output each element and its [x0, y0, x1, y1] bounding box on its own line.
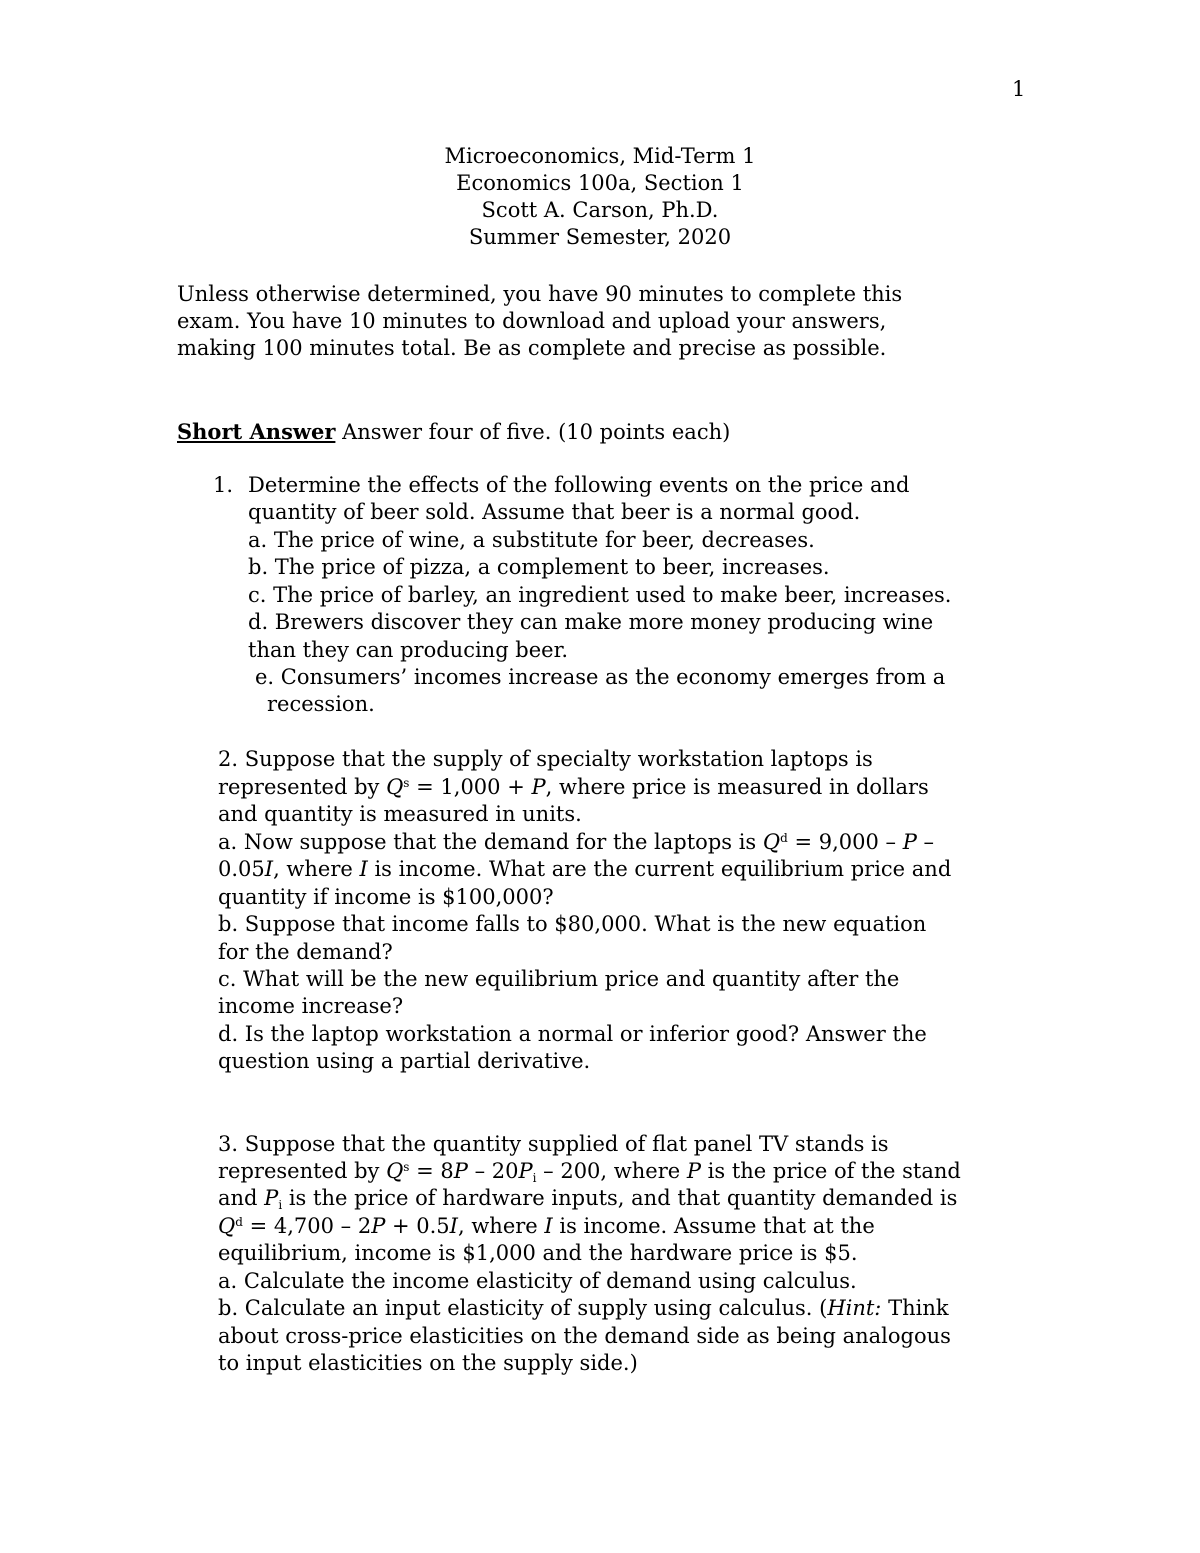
q1-part-d-cont: than they can producing beer.	[248, 638, 569, 662]
q1-part-e: e. Consumers’ incomes increase as the economy emerges from a	[255, 665, 946, 689]
page-number: 1	[1012, 77, 1026, 101]
q3-line: equilibrium, income is $1,000 and the hardware price is $5.	[218, 1241, 858, 1265]
q1-part-c: c. The price of barley, an ingredient used to make beer, increases.	[248, 583, 952, 607]
q1-line: Determine the effects of the following events on the price and	[248, 473, 910, 497]
q2-line: 2. Suppose that the supply of specialty workstation laptops is	[218, 747, 873, 771]
q3-part-b-cont: to input elasticities on the supply side.)	[218, 1351, 638, 1375]
q2-part-a: a. Now suppose that the demand for the laptops is $Q^d = 9,000 - P$ –	[218, 830, 935, 854]
q2-part-b: b. Suppose that income falls to $80,000. What is the new equation	[218, 912, 927, 936]
q2-part-d: d. Is the laptop workstation a normal or inferior good? Answer the	[218, 1022, 927, 1046]
q2-part-a-cont: 0.05I, where I is income. What are the current equilibrium price and	[218, 857, 952, 881]
q1-part-b: b. The price of pizza, a complement to beer, increases.	[248, 555, 830, 579]
q2-part-c: c. What will be the new equilibrium price and quantity after the	[218, 967, 900, 991]
section-heading	[177, 418, 730, 446]
q3-line: $Q^d = 4,700 - 2P + 0.5I$, where I is income. Assume that at the	[218, 1214, 875, 1238]
q3-part-b: b. Calculate an input elasticity of supply using calculus. (Hint: Think	[218, 1296, 949, 1320]
q1-line: quantity of beer sold. Assume that beer is a normal good.	[248, 500, 861, 524]
q2-part-d-cont: question using a partial derivative.	[218, 1049, 591, 1073]
q2-line: and quantity is measured in units.	[218, 802, 582, 826]
q2-part-c-cont: income increase?	[218, 994, 404, 1018]
q3-line: and $P_i$ is the price of hardware inputs, and that quantity demanded is	[218, 1186, 958, 1212]
q1-number: 1.	[213, 473, 234, 497]
q1-part-a: a. The price of wine, a substitute for beer, decreases.	[248, 528, 815, 552]
section-subtitle: Answer four of five. (10 points each)	[342, 420, 731, 444]
instructions-line: making 100 minutes total. Be as complete and precise as possible.	[177, 336, 887, 360]
semester: Summer Semester, 2020	[468, 225, 732, 249]
q2-part-a-cont: quantity if income is $100,000?	[218, 885, 554, 909]
q1-part-e-cont: recession.	[267, 692, 375, 716]
q1-part-d: d. Brewers discover they can make more money producing wine	[248, 610, 934, 634]
instructions-line: exam. You have 10 minutes to download and upload your answers,	[177, 309, 887, 333]
q3-line: represented by $Q^s = 8P - 20P_i - 200$, where P is the price of the stand	[218, 1159, 961, 1185]
q3-line: 3. Suppose that the quantity supplied of flat panel TV stands is	[218, 1132, 889, 1156]
instructor-name: Scott A. Carson, Ph.D.	[481, 198, 719, 222]
q3-part-a: a. Calculate the income elasticity of demand using calculus.	[218, 1269, 857, 1293]
course-section: Economics 100a, Section 1	[456, 171, 744, 195]
section-title: Short Answer	[177, 419, 336, 444]
q2-line: represented by $Q^s = 1,000 + P$, where price is measured in dollars	[218, 775, 929, 799]
course-title: Microeconomics, Mid-Term 1	[444, 144, 756, 168]
q2-part-b-cont: for the demand?	[218, 940, 393, 964]
instructions-line: Unless otherwise determined, you have 90 minutes to complete this	[177, 282, 903, 306]
q3-part-b-cont: about cross-price elasticities on the demand side as being analogous	[218, 1324, 951, 1348]
